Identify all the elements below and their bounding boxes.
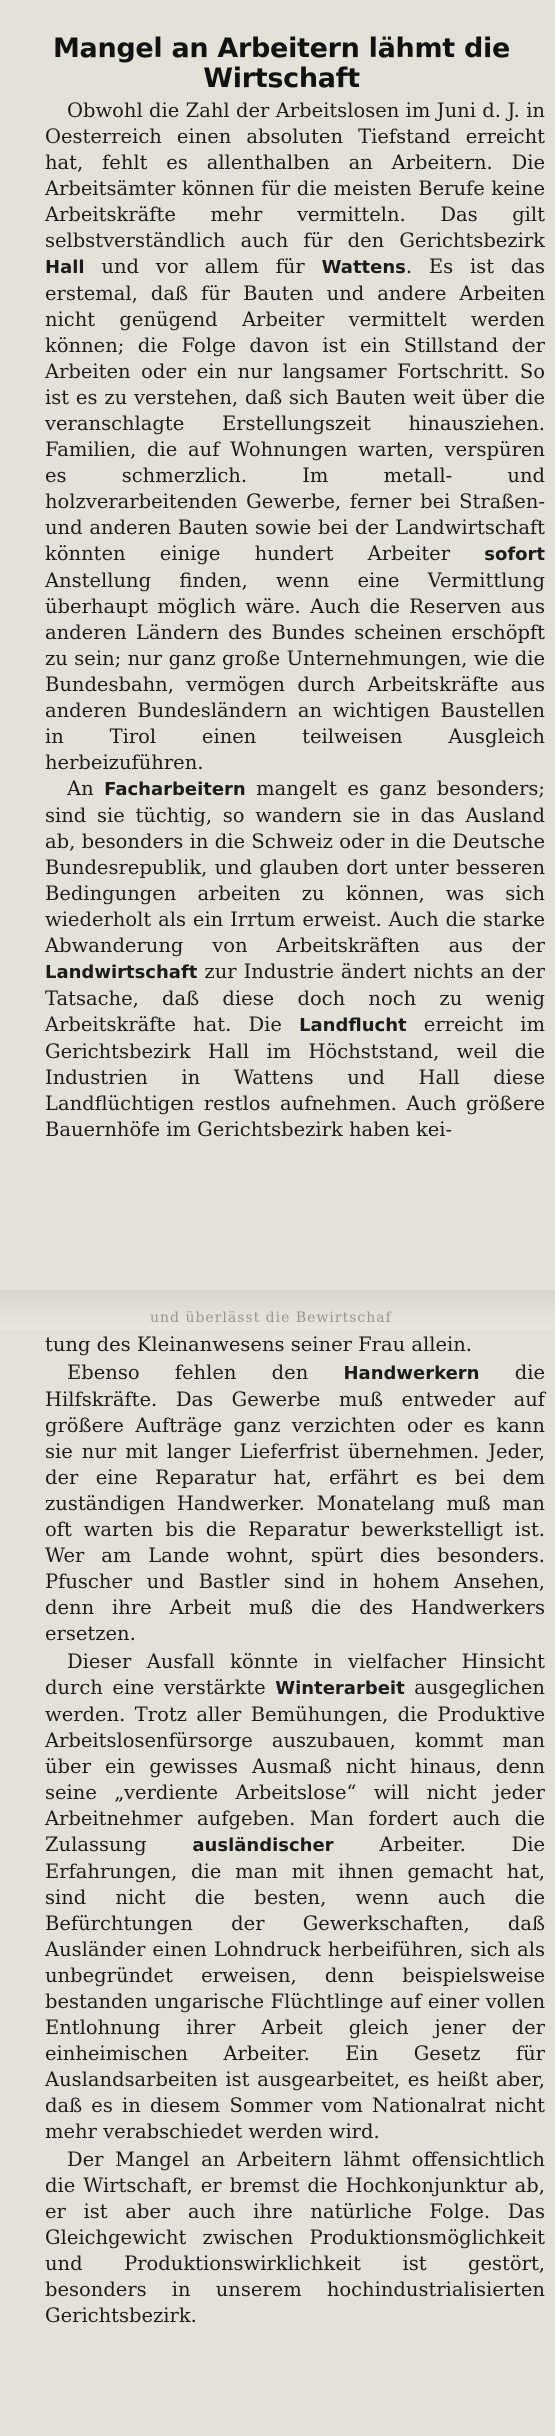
- keyword-facharbeitern: Facharbeitern: [104, 779, 246, 800]
- keyword-handwerkern: Handwerkern: [343, 1363, 480, 1384]
- paragraph-text: mangelt es ganz besonders; sind sie tüchtig, so wandern sie in das Ausland ab, besonders in die Schweiz oder in die Deutsche Bundesrepublik, und glauben dort unter besseren Bedingungen arbeiten zu können, was sich wiederholt als ein Irrtum erweist. Auch die starke Abwanderung von Arbeitskräften aus der: [45, 777, 545, 957]
- keyword-landwirtschaft: Landwirtschaft: [45, 962, 198, 983]
- keyword-sofort: sofort: [484, 544, 545, 565]
- paragraph-text: Dieser Ausfall könnte in vielfacher Hinsicht durch eine verstärkte: [45, 1650, 545, 1699]
- paragraph-text: zur Industrie ändert nichts an der Tatsache, daß diese doch noch zu wenig Arbeitskräfte hat. Die: [45, 960, 545, 1036]
- keyword-wattens: Wattens: [321, 257, 406, 278]
- paragraph-3: tung des Kleinanwesens seiner Frau allein.: [45, 1333, 473, 1356]
- paragraph-5: [45, 1649, 545, 2145]
- paragraph-text: An: [67, 777, 105, 800]
- article-column-top: [45, 98, 545, 1143]
- paragraph-text: Anstellung finden, wenn eine Vermittlung überhaupt möglich wäre. Auch die Reserven aus anderen Ländern des Bundes scheinen erschöpft zu sein; nur ganz große Unternehmungen, wie die Bundesbahn, vermögen durch Arbeitskräfte aus anderen Bundesländern an wichtigen Baustellen in Tirol einen teilweisen Ausgleich herbeizuführen.: [45, 569, 545, 774]
- article-column-bottom: [45, 1332, 545, 2329]
- paragraph-text: . Es ist das erstemal, daß für Bauten und andere Arbeiten nicht genügend Arbeiter vermittelt werden können; die Folge davon ist ein Stillstand der Arbeiten oder ein nur langsamer Fortschritt. So ist es zu verstehen, daß sich Bauten weit über die veranschlagte Erstellungszeit hinausziehen. Familien, die auf Wohnungen warten, verspüren es schmerzlich. Im metall- und holzverarbeitenden Gewerbe, ferner bei Straßen- und anderen Bauten sowie bei der Landwirtschaft könnten einige hundert Arbeiter: [45, 255, 545, 565]
- paragraph-text: Obwohl die Zahl der Arbeitslosen im Juni d. J. in Oesterreich einen absoluten Tiefstand erreicht hat, fehlt es allenthalben an Arbeitern. Die Arbeitsämter können für die meisten Berufe keine Arbeitskräfte mehr vermitteln. Das gilt selbstverständlich auch für den Gerichtsbezirk: [45, 99, 545, 252]
- clipped-line-fragment: und überlässt die Bewirtschaf: [150, 1310, 392, 1326]
- paragraph-text: die Hilfskräfte. Das Gewerbe muß entweder auf größere Aufträge ganz verzichten oder es kann sie nur mit langer Lieferfrist übernehmen. Jeder, der eine Reparatur hat, erfährt es bei dem zuständigen Handwerker. Monatelang muß man oft warten bis die Reparatur bewerkstelligt ist. Wer am Lande wohnt, spürt dies besonders. Pfuscher und Bastler sind in hohem Ansehen, denn ihre Arbeit muß die des Handwerkers ersetzen.: [45, 1361, 545, 1645]
- keyword-winterarbeit: Winterarbeit: [275, 1678, 405, 1699]
- paragraph-6: Der Mangel an Arbeitern lähmt offensichtlich die Wirtschaft, er bremst die Hochkonjunktur ab, er ist aber auch ihre natürliche Folge. Das Gleichgewicht zwischen Produktionsmöglichkeit und Produktionswirklichkeit ist gestört, besonders in unserem hochindustrialisierten Gerichtsbezirk.: [45, 2148, 545, 2327]
- paragraph-text: ausgeglichen werden. Trotz aller Bemühungen, die Produktive Arbeitslosenfürsorge auszubauen, kommt man über ein gewisses Ausmaß nicht hinaus, denn seine „verdiente Arbeitslose“ will nicht jeder Arbeitnehmer aufgeben. Man fordert auch die Zulassung: [45, 1676, 545, 1856]
- paragraph-text: und vor allem für: [84, 255, 322, 278]
- keyword-landflucht: Landflucht: [299, 1015, 407, 1036]
- paragraph-text: erreicht im Gerichtsbezirk Hall im Höchststand, weil die Industrien in Wattens und Hall diese Landflüchtigen restlos aufnehmen. Auch größere Bauernhöfe im Gerichtsbezirk haben kei-: [45, 1013, 546, 1141]
- paragraph-text: Ebenso fehlen den: [67, 1361, 344, 1384]
- paragraph-4: [45, 1360, 545, 1647]
- headline: Mangel an Arbeitern lähmt die Wirtschaft: [52, 33, 511, 94]
- paragraph-2: [45, 776, 545, 1143]
- paragraph-1: [45, 98, 545, 776]
- keyword-auslaendischer: ausländischer: [192, 1835, 334, 1856]
- keyword-hall: Hall: [45, 257, 85, 278]
- paragraph-text: Arbeiter. Die Erfahrungen, die man mit ihnen gemacht hat, sind nicht die besten, wenn auch die Befürchtungen der Gewerkschaften, daß Ausländer einen Lohndruck herbeiführen, sich als unbegründet erweisen, denn beispielsweise bestanden ungarische Flüchtlinge auf einer vollen Entlohnung ihrer Arbeit gleich jener der einheimischen Arbeiter. Ein Gesetz für Auslandsarbeiten ist ausgearbeitet, es heißt aber, daß es in diesem Sommer vom Nationalrat nicht mehr verabschiedet werden wird.: [45, 1833, 545, 2143]
